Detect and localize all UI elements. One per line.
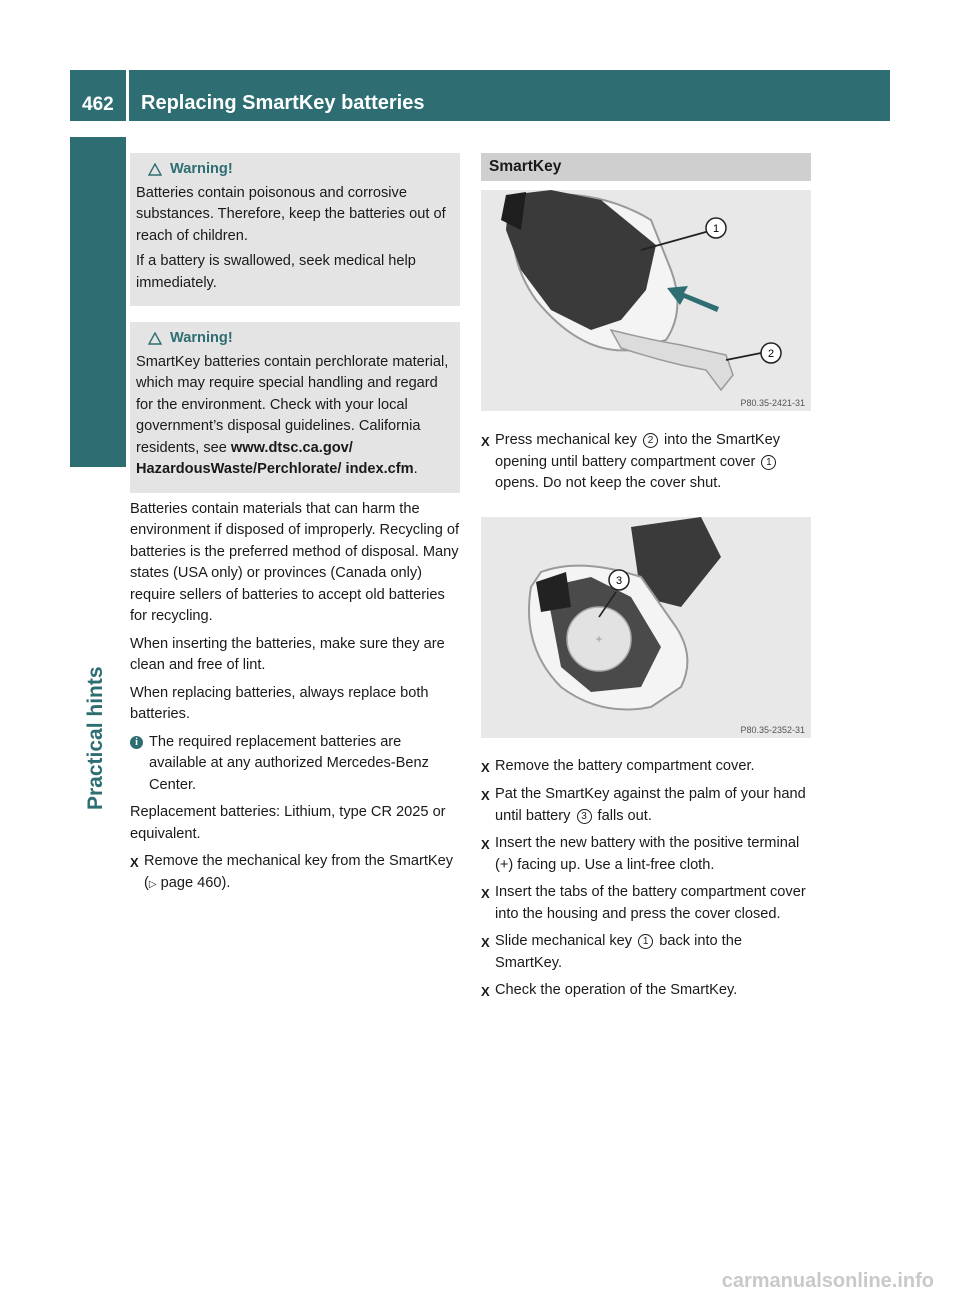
step-marker-icon [481, 757, 495, 779]
svg-text:1: 1 [712, 223, 720, 235]
step-insert-battery: X Insert the new battery with the positive terminal (+) facing up. Use a lint-free cloth. [481, 833, 811, 876]
info-icon: i [130, 736, 143, 749]
page-number: 462 [82, 94, 114, 115]
smartkey-illustration [481, 190, 811, 411]
callout-3: 3 [577, 809, 592, 824]
step-check-operation: X Check the operation of the SmartKey. [481, 980, 811, 1003]
disposal-link[interactable]: www.dtsc.ca.gov/ HazardousWaste/Perchlorate/ index.cfm [136, 439, 414, 477]
step-pat-key: X Pat the SmartKey against the palm of your hand until battery 3 falls out. [481, 784, 811, 827]
battery-figure [481, 517, 811, 738]
step-marker-icon [481, 834, 495, 876]
side-tab-label: Practical hints [84, 666, 107, 810]
step-marker-icon [481, 785, 495, 827]
battery-illustration [481, 517, 811, 738]
step-remove-key: X Remove the mechanical key from the SmartKey (▷ page 460). [130, 851, 460, 895]
figure-caption: SmartKey [481, 153, 811, 181]
warning-box-2 [130, 322, 460, 493]
step-insert-tabs: X Insert the tabs of the battery compartment cover into the housing and press the cover closed. [481, 882, 811, 925]
warning-box-1 [130, 153, 460, 306]
figure-code: P80.35-2352-31 [740, 724, 805, 735]
warning-1-text: Batteries contain poisonous and corrosive substances. Therefore, keep the batteries out of reach of children. [136, 184, 446, 244]
smartkey-figure [481, 190, 811, 411]
step-marker-icon [481, 883, 495, 925]
figure-code: P80.35-2421-31 [740, 398, 805, 408]
replace-both-paragraph: When replacing batteries, always replace both batteries. [130, 684, 429, 722]
warning-2-text: SmartKey batteries contain perchlorate material, which may require special handling and regard for the environment. Check with your local government’s disposal guidelines. California residents, see www.dtsc.ca.gov/ HazardousWaste/Perchlorate/ index.cfm. [136, 353, 449, 477]
header-bar [129, 70, 890, 121]
callout-2: 2 [643, 433, 658, 448]
warning-triangle-icon [148, 332, 162, 345]
page-number-box [70, 70, 126, 121]
step-remove-cover: X Remove the battery compartment cover. [481, 756, 811, 779]
warning-triangle-icon [148, 163, 162, 176]
step-marker-icon [130, 852, 144, 895]
warning-title-1: Warning! [136, 159, 454, 181]
left-column [130, 153, 460, 895]
environment-paragraph: Batteries contain materials that can harm the environment if disposed of improperly. Recycling of batteries is the preferred method of disposal. Many states (USA only) or provinces (Canada only) require sellers of batteries to accept old batteries for recycling. [130, 500, 460, 624]
step-marker-icon [481, 431, 495, 495]
svg-text:2: 2 [767, 348, 775, 360]
right-column [481, 153, 811, 1003]
page-title: Replacing SmartKey batteries [141, 92, 425, 114]
page-reference[interactable]: page 460). [160, 874, 231, 891]
svg-text:+: + [595, 631, 603, 646]
step-marker-icon [481, 932, 495, 974]
callout-1: 1 [638, 934, 653, 949]
warning-1-text-2: If a battery is swallowed, seek medical help immediately. [136, 253, 416, 291]
replacement-batteries-paragraph: Replacement batteries: Lithium, type CR 2025 or equivalent. [130, 804, 446, 842]
side-tab-block [70, 137, 126, 467]
callout-1: 1 [761, 455, 776, 470]
step-press-key: X Press mechanical key 2 into the SmartKey opening until battery compartment cover 1 opens. Do not keep the cover shut. [481, 430, 811, 495]
page-ref-triangle-icon: ▷ [148, 878, 157, 890]
warning-title-2: Warning! [136, 328, 454, 350]
svg-text:3: 3 [615, 574, 623, 587]
step-marker-icon [481, 981, 495, 1003]
step-slide-key: X Slide mechanical key 1 back into the SmartKey. [481, 931, 811, 974]
info-note: i The required replacement batteries are available at any authorized Mercedes-Benz Center. [130, 732, 460, 797]
clean-paragraph: When inserting the batteries, make sure they are clean and free of lint. [130, 635, 445, 673]
watermark: carmanualsonline.info [721, 1270, 934, 1292]
